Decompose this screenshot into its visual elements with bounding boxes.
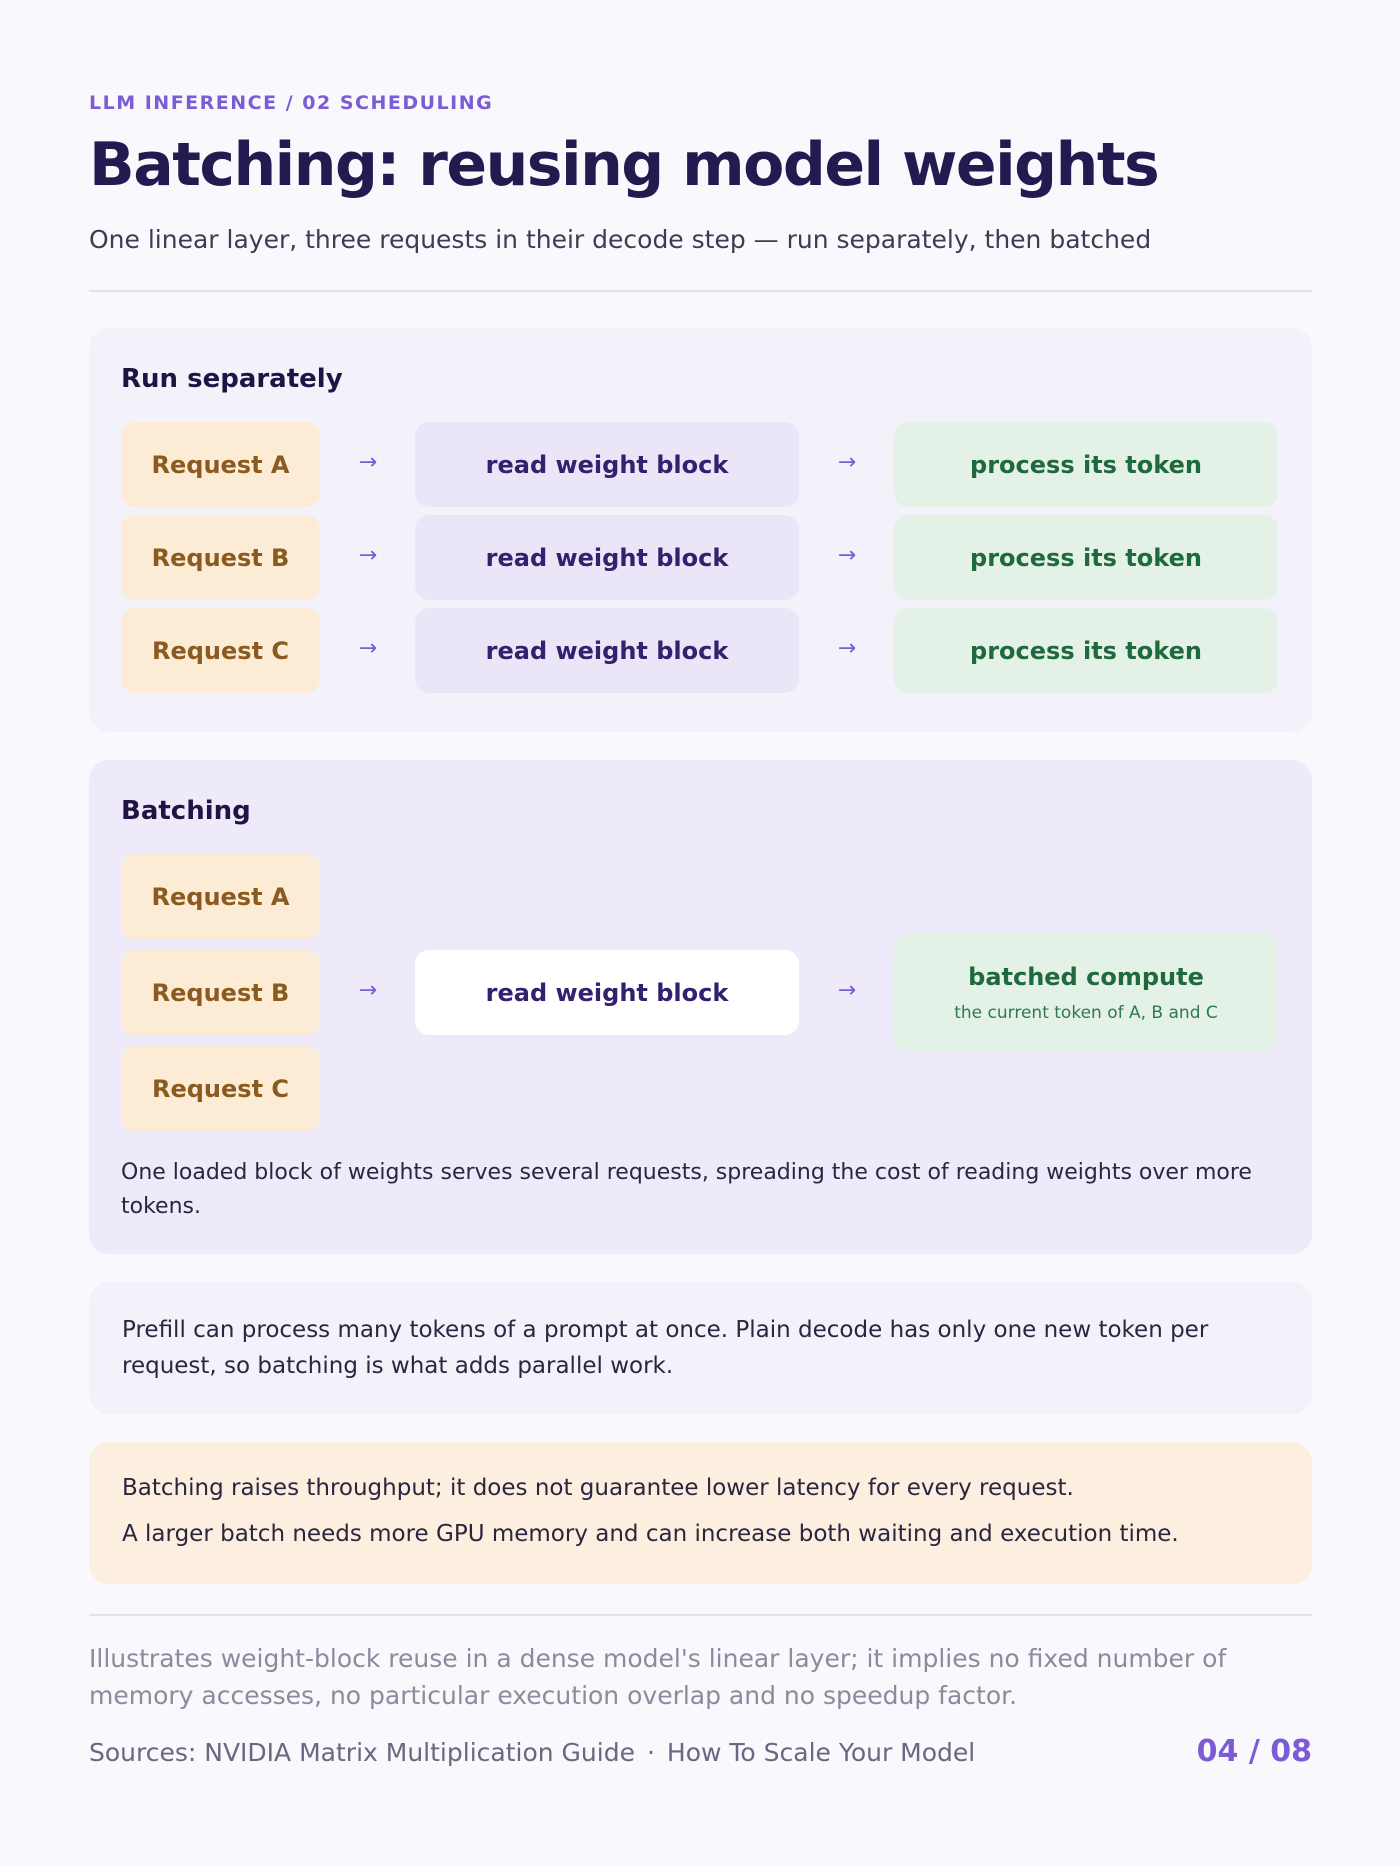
sources [89, 1738, 975, 1767]
request-b-box: Request B [121, 515, 320, 600]
batched-compute-box [894, 934, 1278, 1052]
batching-note: One loaded block of weights serves several requests, spreading the cost of reading weights over more tokens. [121, 1160, 1252, 1219]
source-2: How To Scale Your Model [666, 1738, 976, 1767]
arrow-icon: → [837, 978, 857, 1003]
arrow-icon: → [358, 636, 378, 661]
arrow-icon: → [837, 543, 857, 568]
request-c-box: Request C [121, 608, 320, 693]
read-weight-block-b: read weight block [415, 515, 799, 600]
eyebrow-breadcrumb: LLM INFERENCE / 02 SCHEDULING [89, 92, 494, 114]
arrow-icon: → [358, 450, 378, 475]
batch-request-a: Request A [121, 854, 320, 939]
arrow-icon: → [358, 978, 378, 1003]
run-separately-panel [89, 328, 1312, 732]
batch-request-c: Request C [121, 1046, 320, 1131]
disclaimer: Illustrates weight-block reuse in a dense model's linear layer; it implies no fixed number of memory accesses, no particular execution overlap and no speedup factor. [89, 1644, 1227, 1710]
source-separator: · [646, 1738, 655, 1767]
process-token-c: process its token [894, 608, 1278, 693]
page-subtitle: One linear layer, three requests in their decode step — run separately, then batched [89, 225, 1152, 254]
arrow-icon: → [837, 636, 857, 661]
batch-read-weight-block: read weight block [415, 950, 799, 1035]
read-weight-block-c: read weight block [415, 608, 799, 693]
process-token-b: process its token [894, 515, 1278, 600]
request-a-box: Request A [121, 422, 320, 507]
batching-panel [89, 760, 1312, 1254]
batched-compute-subtitle: the current token of A, B and C [954, 1003, 1218, 1023]
read-weight-block-a: read weight block [415, 422, 799, 507]
prefill-callout [89, 1282, 1312, 1414]
run-separately-title: Run separately [121, 364, 343, 394]
batch-request-b: Request B [121, 950, 320, 1035]
batching-title: Batching [121, 796, 251, 826]
divider-bottom [89, 1614, 1312, 1616]
process-token-a: process its token [894, 422, 1278, 507]
arrow-icon: → [358, 543, 378, 568]
source-1: Sources: NVIDIA Matrix Multiplication Guide [89, 1738, 635, 1767]
batched-compute-title: batched compute [968, 963, 1204, 991]
page-title: Batching: reusing model weights [89, 130, 1159, 200]
prefill-note: Prefill can process many tokens of a prompt at once. Plain decode has only one new token per request, so batching is what adds parallel work. [122, 1317, 1209, 1379]
arrow-icon: → [837, 450, 857, 475]
warning-callout [89, 1442, 1312, 1584]
warning-line-2: A larger batch needs more GPU memory and can increase both waiting and execution time. [122, 1521, 1179, 1547]
divider-top [89, 290, 1312, 292]
page-number: 04 / 08 [1196, 1734, 1312, 1769]
warning-line-1: Batching raises throughput; it does not guarantee lower latency for every request. [122, 1475, 1074, 1501]
